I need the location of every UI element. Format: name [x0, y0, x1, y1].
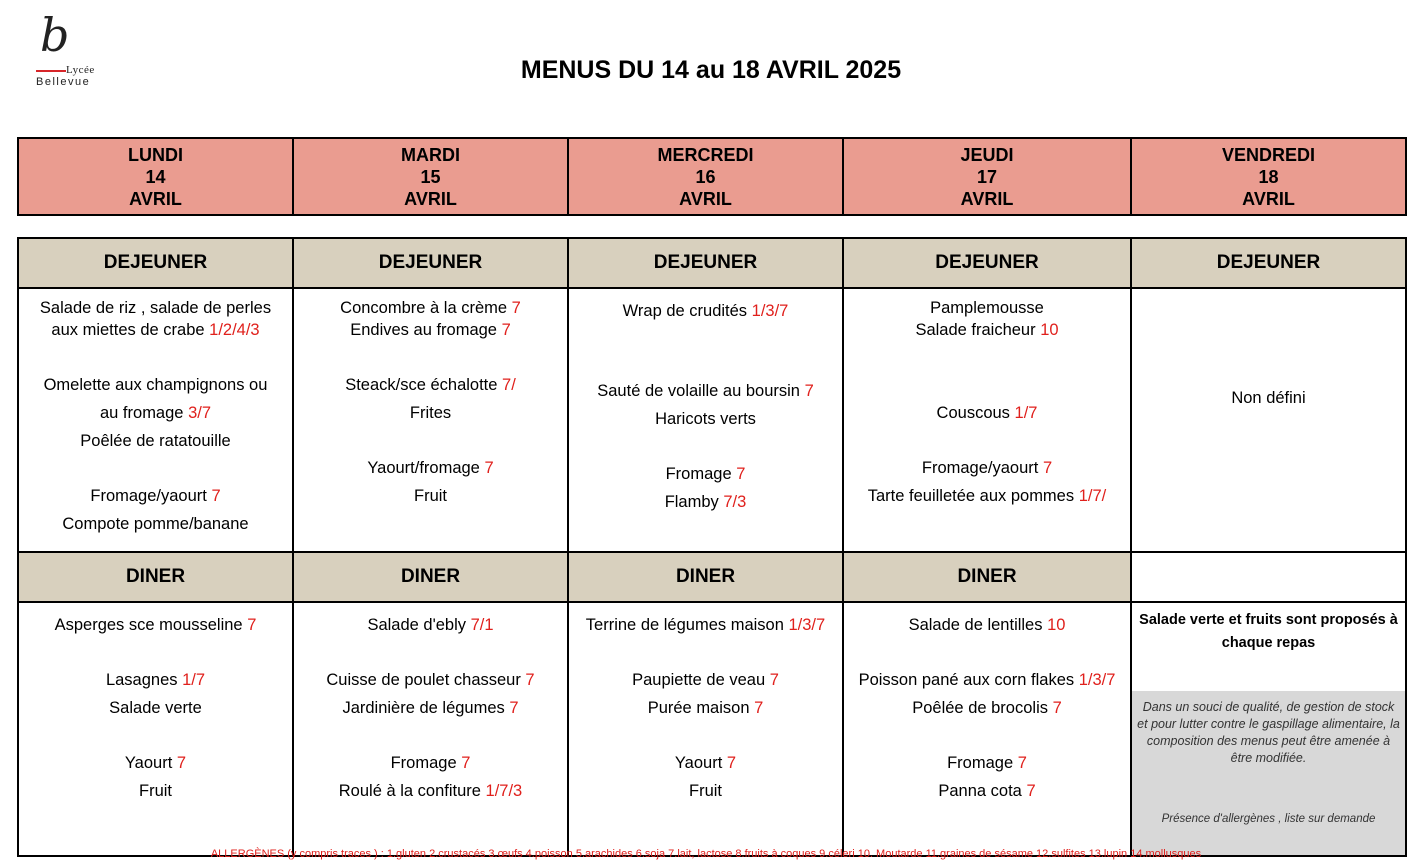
allergen-codes: 7/3 — [723, 493, 747, 511]
allergen-codes: 7 — [461, 754, 471, 772]
menu-item: aux miettes de crabe — [51, 321, 210, 339]
menu-item: Fromage/yaourt — [90, 487, 212, 505]
menu-item: Endives au fromage — [350, 321, 502, 339]
logo-line2: Bellevue — [36, 76, 91, 88]
day-wednesday: MERCREDI 16 AVRIL — [568, 138, 843, 215]
allergen-codes: 7 — [511, 299, 521, 317]
allergen-codes: 1/7 — [182, 671, 206, 689]
allergen-codes: 7/ — [502, 376, 516, 394]
menu-item: Couscous — [936, 404, 1015, 422]
quality-note: Dans un souci de qualité, de gestion de stock et pour lutter contre le gaspillage alimentaire, la composition des menus peut être amenée à être modifiée. — [1137, 700, 1400, 765]
allergen-codes: 7 — [726, 754, 737, 772]
allergen-codes: 7 — [176, 754, 187, 772]
lunch-header: DEJEUNER — [1131, 238, 1406, 288]
menu-item: Salade de lentilles — [908, 616, 1048, 634]
lunch-header: DEJEUNER — [293, 238, 568, 288]
menu-item: Yaourt — [674, 754, 727, 772]
day-thursday: JEUDI 17 AVRIL — [843, 138, 1131, 215]
allergen-codes: 1/3/7 — [1078, 671, 1116, 689]
quality-notice — [1132, 691, 1405, 855]
allergen-codes: 7 — [501, 321, 511, 339]
lunch-header: DEJEUNER — [18, 238, 293, 288]
allergen-codes: 7 — [754, 699, 764, 717]
info-panel — [1131, 602, 1406, 856]
menu-item: Sauté de volaille au boursin — [597, 382, 805, 400]
menu-item: Fruit — [689, 782, 722, 800]
dinner-menu-wednesday — [568, 602, 843, 856]
dinner-header-empty — [1131, 552, 1406, 602]
menu-item: Concombre à la crème — [340, 299, 512, 317]
menu-item: Yaourt — [124, 754, 177, 772]
menu-item: Terrine de légumes maison — [585, 616, 789, 634]
allergen-codes: 7/1 — [470, 616, 494, 634]
meals-table — [17, 237, 1407, 857]
menu-item: Poisson pané aux corn flakes — [858, 671, 1079, 689]
menu-item: Poêlée de brocolis — [912, 699, 1053, 717]
menu-item: Steack/sce échalotte — [345, 376, 503, 394]
allergen-codes: 3/7 — [188, 404, 211, 422]
menu-item: Salade d'ebly — [367, 616, 471, 634]
menu-item: Frites — [409, 404, 452, 422]
allergen-codes: 1/7 — [1014, 404, 1038, 422]
menu-item: Fromage/yaourt — [921, 459, 1043, 477]
menu-item: Omelette aux champignons ou — [43, 376, 268, 394]
allergen-codes: 7 — [1026, 782, 1036, 800]
menu-item: Roulé à la confiture — [338, 782, 486, 800]
menu-item: Purée maison — [647, 699, 755, 717]
menu-item: Fromage — [947, 754, 1018, 772]
allergen-codes: 7 — [247, 616, 257, 634]
allergen-codes: 7 — [736, 465, 746, 483]
menu-item: Fruit — [139, 782, 172, 800]
menu-item: Poêlée de ratatouille — [80, 432, 231, 450]
dinner-menu-monday — [18, 602, 293, 856]
dinner-menu-tuesday — [293, 602, 568, 856]
dinner-header: DINER — [293, 552, 568, 602]
menu-item: Paupiette de veau — [632, 671, 770, 689]
menu-item: Flamby — [664, 493, 724, 511]
lunch-menu-tuesday — [293, 288, 568, 552]
menu-item: Fromage — [390, 754, 462, 772]
menu-item: Haricots verts — [655, 410, 756, 428]
menu-item: Lasagnes — [105, 671, 183, 689]
allergen-codes: 7 — [1042, 459, 1053, 477]
logo-line1: Lycée — [66, 64, 95, 76]
allergen-codes: 7 — [1017, 754, 1027, 772]
allergen-codes: 7 — [211, 487, 221, 505]
menu-item: Fromage — [665, 465, 737, 483]
day-monday: LUNDI 14 AVRIL — [18, 138, 293, 215]
menu-item: Jardinière de légumes — [342, 699, 510, 717]
menu-item: au fromage — [100, 404, 189, 422]
dinner-header: DINER — [18, 552, 293, 602]
allergen-codes: 7 — [804, 382, 814, 400]
allergen-codes: 7 — [509, 699, 519, 717]
page-title: MENUS DU 14 au 18 AVRIL 2025 — [520, 56, 902, 84]
logo-letter: b — [40, 8, 70, 62]
days-header — [17, 137, 1407, 216]
menu-item: Salade de riz , salade de perles — [39, 299, 272, 317]
allergen-legend: ALLERGÈNES (y compris traces ) : 1.gluten 2.crustacés 3.œufs 4.poisson 5.arachides 6.soja 7.lait, lactose 8.fruits à coques 9.céleri 10. Moutarde 11.graines de sésame 12.sulfites 13.lupin 14.mollusques — [210, 848, 1202, 860]
menu-item: Salade verte — [109, 699, 202, 717]
menu-item: Asperges sce mousseline — [54, 616, 248, 634]
allergen-codes: 1/2/4/3 — [209, 321, 260, 339]
lunch-menu-friday: Non défini — [1131, 288, 1406, 552]
day-friday: VENDREDI 18 AVRIL — [1131, 138, 1406, 215]
dinner-header: DINER — [843, 552, 1131, 602]
lunch-header: DEJEUNER — [843, 238, 1131, 288]
menu-item: Yaourt/fromage — [367, 459, 485, 477]
allergen-codes: 7 — [484, 459, 494, 477]
menu-item: Tarte feuilletée aux pommes — [867, 487, 1079, 505]
allergen-note: Présence d'allergènes , liste sur demande — [1161, 813, 1376, 825]
dinner-menu-thursday — [843, 602, 1131, 856]
lunch-header: DEJEUNER — [568, 238, 843, 288]
allergen-codes: 1/7/3 — [485, 782, 523, 800]
menu-item: Salade fraicheur — [915, 321, 1041, 339]
lunch-menu-wednesday — [568, 288, 843, 552]
menu-item: Wrap de crudités — [622, 302, 752, 320]
allergen-codes: 1/3/7 — [751, 302, 789, 320]
allergen-codes: 10 — [1047, 616, 1066, 634]
allergen-codes: 1/3/7 — [788, 616, 826, 634]
menu-item: Compote pomme/banane — [62, 515, 249, 533]
menu-item: Cuisse de poulet chasseur — [326, 671, 526, 689]
lunch-menu-monday — [18, 288, 293, 552]
allergen-codes: 10 — [1040, 321, 1059, 339]
allergen-codes: 7 — [525, 671, 535, 689]
menu-item: Fruit — [414, 487, 447, 505]
allergen-codes: 1/7/ — [1078, 487, 1107, 505]
day-tuesday: MARDI 15 AVRIL — [293, 138, 568, 215]
dinner-header: DINER — [568, 552, 843, 602]
lunch-menu-thursday — [843, 288, 1131, 552]
salad-fruit-note: Salade verte et fruits sont proposés à chaque repas — [1132, 603, 1405, 691]
menu-item: Pamplemousse — [930, 299, 1044, 317]
menu-item: Panna cota — [938, 782, 1027, 800]
allergen-codes: 7 — [769, 671, 779, 689]
allergen-codes: 7 — [1052, 699, 1062, 717]
